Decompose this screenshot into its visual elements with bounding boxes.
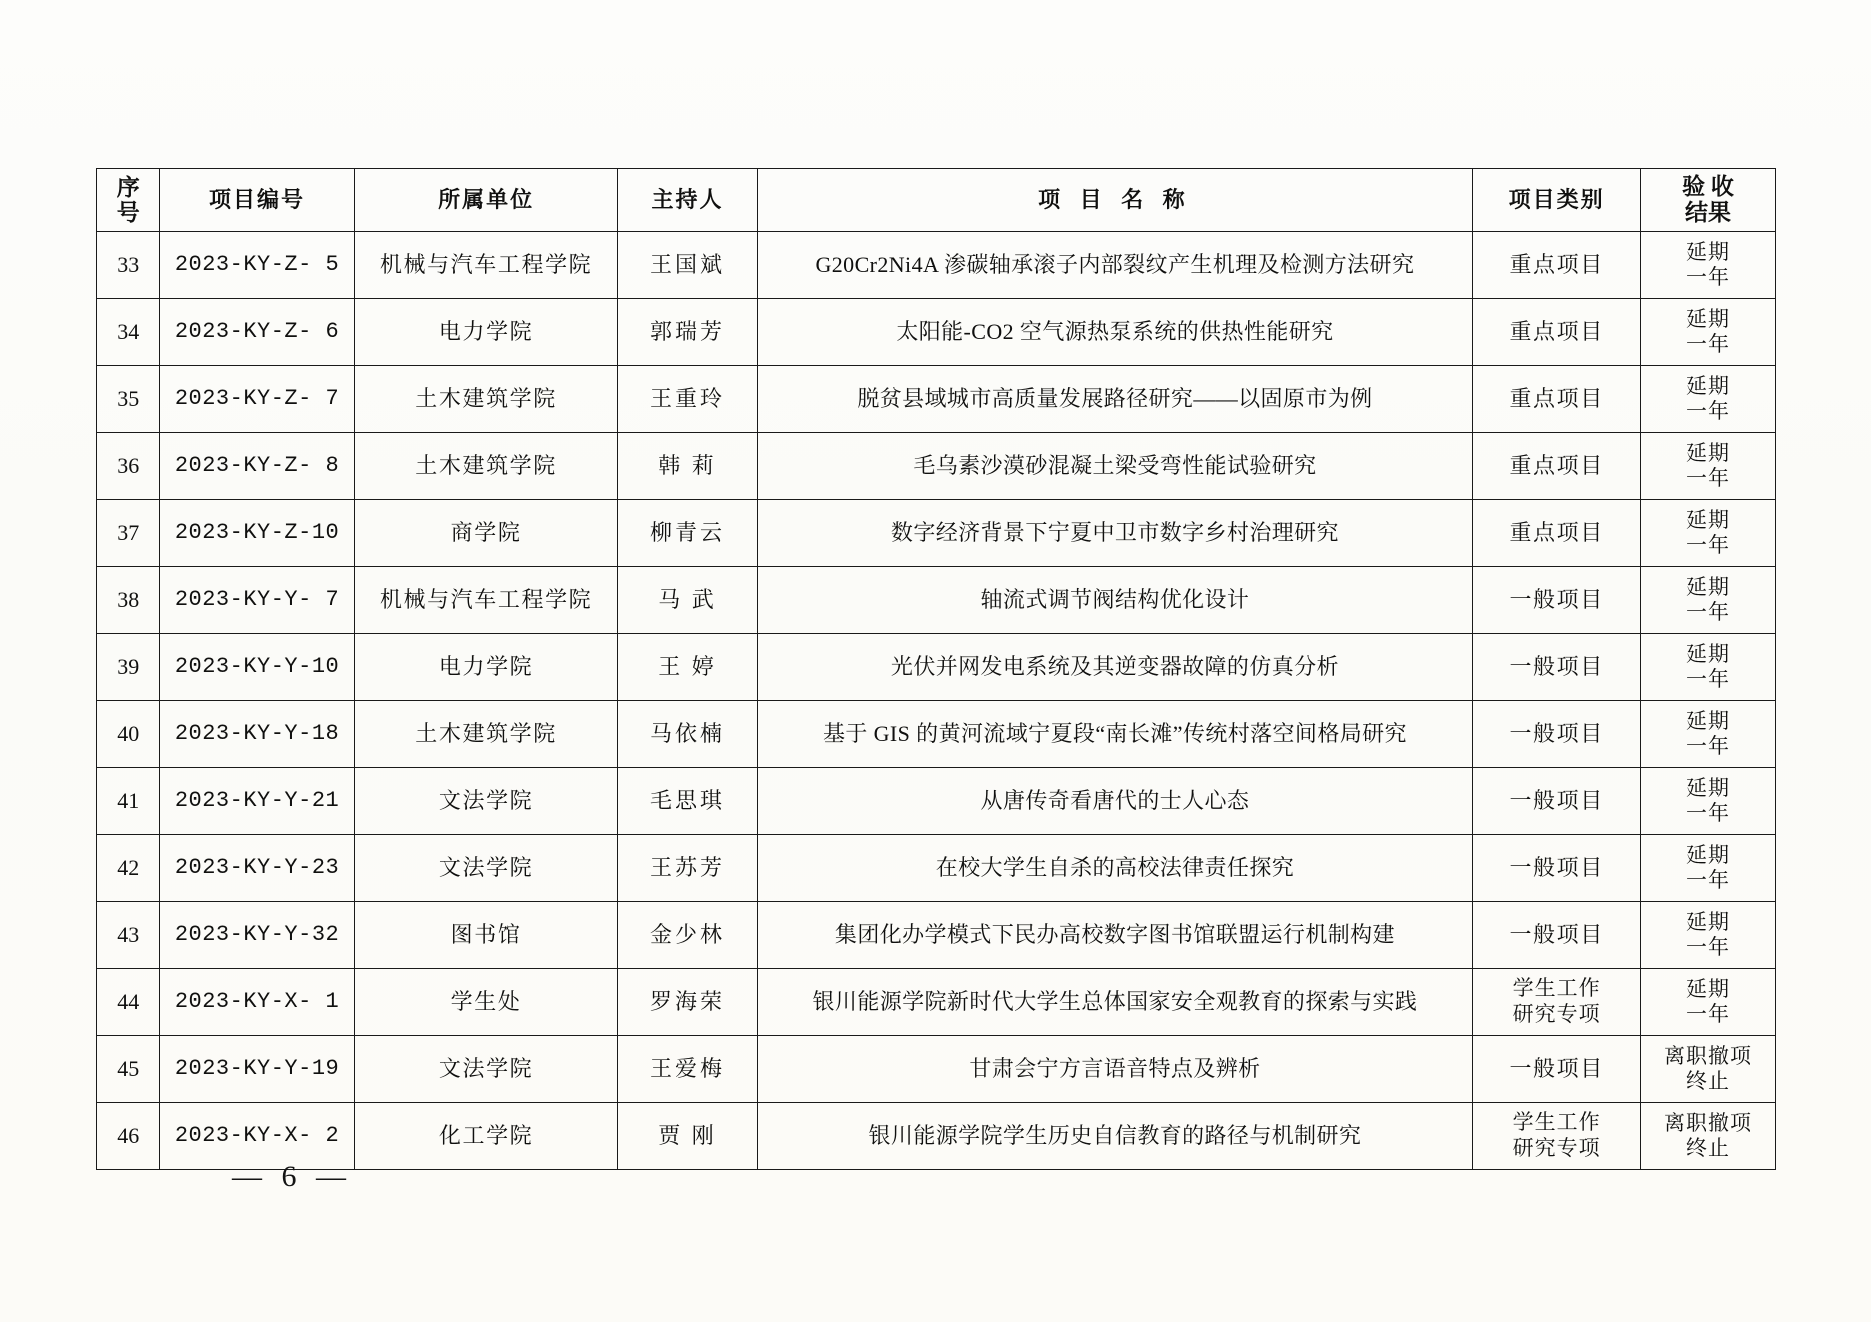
cell-acceptance-result bbox=[1641, 433, 1776, 500]
cell-project-type: 重点项目 bbox=[1473, 433, 1641, 500]
cell-project-name: G20Cr2Ni4A 渗碳轴承滚子内部裂纹产生机理及检测方法研究 bbox=[757, 232, 1473, 299]
result-line2: 一年 bbox=[1686, 734, 1730, 758]
cell-acceptance-result bbox=[1641, 299, 1776, 366]
header-row bbox=[97, 169, 1776, 232]
result-line1: 延期 bbox=[1686, 306, 1730, 331]
cell-project-name: 集团化办学模式下民办高校数字图书馆联盟运行机制构建 bbox=[757, 902, 1473, 969]
cell-project-code: 2023-KY-Y-23 bbox=[160, 835, 354, 902]
result-line2: 一年 bbox=[1686, 868, 1730, 892]
cell-acceptance-result bbox=[1641, 1103, 1776, 1170]
table-row bbox=[97, 433, 1776, 500]
cell-project-code: 2023-KY-Y- 7 bbox=[160, 567, 354, 634]
cell-project-name: 太阳能-CO2 空气源热泵系统的供热性能研究 bbox=[757, 299, 1473, 366]
result-line1: 延期 bbox=[1686, 239, 1730, 264]
cell-unit: 图书馆 bbox=[354, 902, 618, 969]
result-line2: 一年 bbox=[1686, 399, 1730, 423]
cell-project-code: 2023-KY-Z- 6 bbox=[160, 299, 354, 366]
cell-project-name: 脱贫县域城市高质量发展路径研究——以固原市为例 bbox=[757, 366, 1473, 433]
cell-unit: 土木建筑学院 bbox=[354, 433, 618, 500]
cell-host: 罗海荣 bbox=[618, 969, 757, 1036]
cell-project-code: 2023-KY-Y-32 bbox=[160, 902, 354, 969]
cell-project-type: 一般项目 bbox=[1473, 768, 1641, 835]
table-row bbox=[97, 902, 1776, 969]
table-body bbox=[97, 232, 1776, 1170]
table-container bbox=[96, 168, 1776, 1170]
cell-host: 韩 莉 bbox=[618, 433, 757, 500]
table-row bbox=[97, 768, 1776, 835]
cell-sequence: 37 bbox=[97, 500, 160, 567]
column-header-result bbox=[1641, 169, 1776, 232]
cell-acceptance-result bbox=[1641, 701, 1776, 768]
cell-project-name: 在校大学生自杀的高校法律责任探究 bbox=[757, 835, 1473, 902]
cell-sequence: 40 bbox=[97, 701, 160, 768]
project-acceptance-table bbox=[96, 168, 1776, 1170]
page-number: — 6 — bbox=[232, 1160, 352, 1193]
cell-project-name: 甘肃会宁方言语音特点及辨析 bbox=[757, 1036, 1473, 1103]
cell-unit: 文法学院 bbox=[354, 768, 618, 835]
cell-acceptance-result bbox=[1641, 902, 1776, 969]
cell-project-type: 重点项目 bbox=[1473, 366, 1641, 433]
cell-project-type: 一般项目 bbox=[1473, 902, 1641, 969]
cell-project-code: 2023-KY-Y-18 bbox=[160, 701, 354, 768]
cell-project-code: 2023-KY-X- 1 bbox=[160, 969, 354, 1036]
cell-project-type: 一般项目 bbox=[1473, 835, 1641, 902]
cell-sequence: 36 bbox=[97, 433, 160, 500]
table-row bbox=[97, 232, 1776, 299]
table-row bbox=[97, 1036, 1776, 1103]
result-line1: 延期 bbox=[1686, 641, 1730, 666]
cell-acceptance-result bbox=[1641, 366, 1776, 433]
cell-project-code: 2023-KY-Z- 8 bbox=[160, 433, 354, 500]
cell-sequence: 43 bbox=[97, 902, 160, 969]
cell-project-type: 一般项目 bbox=[1473, 701, 1641, 768]
cell-acceptance-result bbox=[1641, 500, 1776, 567]
result-line1: 延期 bbox=[1686, 976, 1730, 1001]
column-header-type: 项目类别 bbox=[1473, 169, 1641, 232]
cell-host: 王苏芳 bbox=[618, 835, 757, 902]
cell-unit: 土木建筑学院 bbox=[354, 701, 618, 768]
result-line2: 终止 bbox=[1686, 1136, 1730, 1160]
cell-sequence: 38 bbox=[97, 567, 160, 634]
cell-project-name: 光伏并网发电系统及其逆变器故障的仿真分析 bbox=[757, 634, 1473, 701]
table-row bbox=[97, 969, 1776, 1036]
cell-sequence: 46 bbox=[97, 1103, 160, 1170]
result-line2: 一年 bbox=[1686, 1002, 1730, 1026]
cell-unit: 文法学院 bbox=[354, 835, 618, 902]
cell-project-type: 学生工作 研究专项 bbox=[1473, 969, 1641, 1036]
cell-host: 王国斌 bbox=[618, 232, 757, 299]
result-line1: 延期 bbox=[1686, 373, 1730, 398]
result-line2: 一年 bbox=[1686, 801, 1730, 825]
cell-unit: 机械与汽车工程学院 bbox=[354, 232, 618, 299]
cell-acceptance-result bbox=[1641, 567, 1776, 634]
cell-sequence: 39 bbox=[97, 634, 160, 701]
cell-acceptance-result bbox=[1641, 634, 1776, 701]
cell-project-code: 2023-KY-Y-10 bbox=[160, 634, 354, 701]
cell-project-code: 2023-KY-Z-10 bbox=[160, 500, 354, 567]
result-line2: 一年 bbox=[1686, 265, 1730, 289]
cell-project-type: 重点项目 bbox=[1473, 232, 1641, 299]
result-line1: 延期 bbox=[1686, 842, 1730, 867]
cell-acceptance-result bbox=[1641, 768, 1776, 835]
cell-host: 贾 刚 bbox=[618, 1103, 757, 1170]
header-result-line1: 验 收 bbox=[1682, 174, 1734, 200]
result-line1: 延期 bbox=[1686, 775, 1730, 800]
result-line2: 一年 bbox=[1686, 466, 1730, 490]
result-line1: 延期 bbox=[1686, 440, 1730, 465]
result-line2: 终止 bbox=[1686, 1069, 1730, 1093]
cell-unit: 电力学院 bbox=[354, 634, 618, 701]
cell-project-code: 2023-KY-Y-21 bbox=[160, 768, 354, 835]
cell-project-type: 一般项目 bbox=[1473, 1036, 1641, 1103]
header-seq-line1: 序 bbox=[116, 174, 140, 200]
cell-acceptance-result bbox=[1641, 969, 1776, 1036]
cell-project-name: 银川能源学院学生历史自信教育的路径与机制研究 bbox=[757, 1103, 1473, 1170]
result-line1: 延期 bbox=[1686, 507, 1730, 532]
cell-project-type: 一般项目 bbox=[1473, 567, 1641, 634]
cell-project-name: 基于 GIS 的黄河流域宁夏段“南长滩”传统村落空间格局研究 bbox=[757, 701, 1473, 768]
cell-sequence: 42 bbox=[97, 835, 160, 902]
table-row bbox=[97, 634, 1776, 701]
table-row bbox=[97, 299, 1776, 366]
cell-project-code: 2023-KY-X- 2 bbox=[160, 1103, 354, 1170]
cell-host: 毛思琪 bbox=[618, 768, 757, 835]
column-header-code: 项目编号 bbox=[160, 169, 354, 232]
cell-project-name: 毛乌素沙漠砂混凝土梁受弯性能试验研究 bbox=[757, 433, 1473, 500]
cell-project-name: 数字经济背景下宁夏中卫市数字乡村治理研究 bbox=[757, 500, 1473, 567]
cell-host: 柳青云 bbox=[618, 500, 757, 567]
cell-acceptance-result bbox=[1641, 835, 1776, 902]
result-line1: 离职撤项 bbox=[1664, 1043, 1752, 1068]
column-header-project-name: 项 目 名 称 bbox=[757, 169, 1473, 232]
cell-project-type: 一般项目 bbox=[1473, 634, 1641, 701]
cell-acceptance-result bbox=[1641, 232, 1776, 299]
result-line2: 一年 bbox=[1686, 935, 1730, 959]
cell-project-type: 重点项目 bbox=[1473, 299, 1641, 366]
cell-host: 马 武 bbox=[618, 567, 757, 634]
column-header-sequence bbox=[97, 169, 160, 232]
cell-project-name: 轴流式调节阀结构优化设计 bbox=[757, 567, 1473, 634]
result-line1: 延期 bbox=[1686, 708, 1730, 733]
cell-sequence: 35 bbox=[97, 366, 160, 433]
cell-host: 王重玲 bbox=[618, 366, 757, 433]
cell-project-code: 2023-KY-Z- 7 bbox=[160, 366, 354, 433]
cell-host: 金少林 bbox=[618, 902, 757, 969]
table-row bbox=[97, 835, 1776, 902]
cell-sequence: 44 bbox=[97, 969, 160, 1036]
cell-project-type: 重点项目 bbox=[1473, 500, 1641, 567]
cell-unit: 土木建筑学院 bbox=[354, 366, 618, 433]
result-line1: 离职撤项 bbox=[1664, 1110, 1752, 1135]
result-line2: 一年 bbox=[1686, 332, 1730, 356]
cell-unit: 电力学院 bbox=[354, 299, 618, 366]
result-line2: 一年 bbox=[1686, 600, 1730, 624]
column-header-host: 主持人 bbox=[618, 169, 757, 232]
cell-acceptance-result bbox=[1641, 1036, 1776, 1103]
cell-project-name: 银川能源学院新时代大学生总体国家安全观教育的探索与实践 bbox=[757, 969, 1473, 1036]
cell-project-code: 2023-KY-Y-19 bbox=[160, 1036, 354, 1103]
cell-unit: 学生处 bbox=[354, 969, 618, 1036]
result-line1: 延期 bbox=[1686, 574, 1730, 599]
header-seq-line2: 号 bbox=[116, 200, 140, 225]
cell-sequence: 34 bbox=[97, 299, 160, 366]
result-line2: 一年 bbox=[1686, 533, 1730, 557]
table-row bbox=[97, 701, 1776, 768]
cell-sequence: 33 bbox=[97, 232, 160, 299]
table-row bbox=[97, 500, 1776, 567]
cell-sequence: 45 bbox=[97, 1036, 160, 1103]
cell-project-type: 学生工作 研究专项 bbox=[1473, 1103, 1641, 1170]
cell-unit: 商学院 bbox=[354, 500, 618, 567]
cell-project-code: 2023-KY-Z- 5 bbox=[160, 232, 354, 299]
cell-unit: 机械与汽车工程学院 bbox=[354, 567, 618, 634]
column-header-unit: 所属单位 bbox=[354, 169, 618, 232]
cell-project-name: 从唐传奇看唐代的士人心态 bbox=[757, 768, 1473, 835]
result-line2: 一年 bbox=[1686, 667, 1730, 691]
cell-host: 马依楠 bbox=[618, 701, 757, 768]
table-row bbox=[97, 567, 1776, 634]
table-header bbox=[97, 169, 1776, 232]
cell-host: 王 婷 bbox=[618, 634, 757, 701]
cell-host: 郭瑞芳 bbox=[618, 299, 757, 366]
cell-sequence: 41 bbox=[97, 768, 160, 835]
cell-unit: 化工学院 bbox=[354, 1103, 618, 1170]
cell-host: 王爱梅 bbox=[618, 1036, 757, 1103]
cell-unit: 文法学院 bbox=[354, 1036, 618, 1103]
table-row bbox=[97, 366, 1776, 433]
header-result-line2: 结果 bbox=[1685, 200, 1731, 225]
result-line1: 延期 bbox=[1686, 909, 1730, 934]
